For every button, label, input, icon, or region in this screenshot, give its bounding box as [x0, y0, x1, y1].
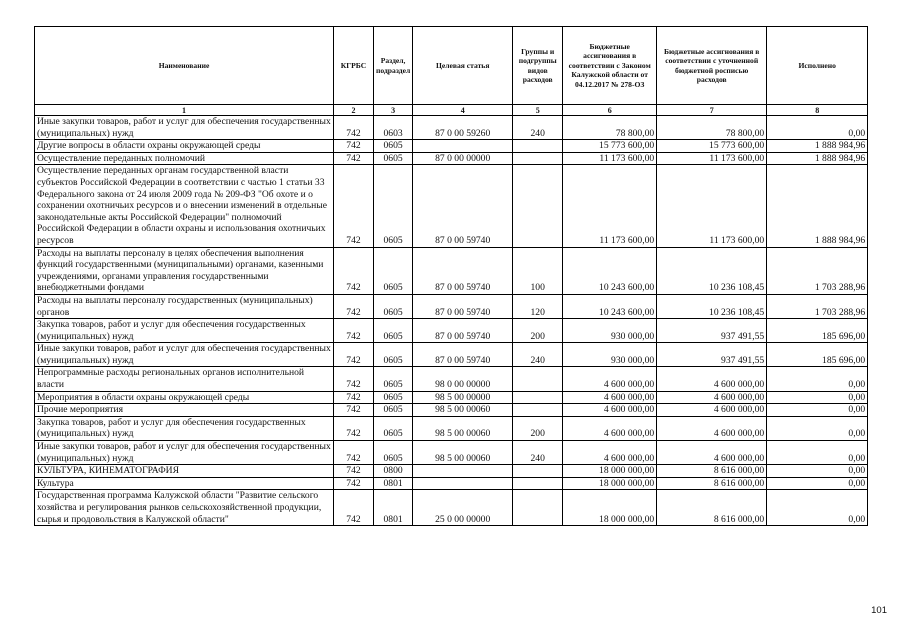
- row-section-cell: 0605: [374, 416, 413, 440]
- row-ktrbs-cell: 742: [334, 140, 374, 153]
- row-assign-cell: 930 000,00: [563, 343, 657, 367]
- row-section-cell: 0605: [374, 152, 413, 165]
- header-done: Исполнено: [767, 27, 868, 105]
- row-assign-upd-cell: 8 616 000,00: [657, 490, 767, 526]
- row-name-cell: Иные закупки товаров, работ и услуг для обеспечения государственных (муниципальных) нужд: [35, 441, 334, 465]
- row-target-cell: 87 0 00 59740: [413, 319, 513, 343]
- row-name-cell: Непрограммные расходы региональных органов исполнительной власти: [35, 367, 334, 391]
- row-target-cell: 87 0 00 59740: [413, 294, 513, 318]
- row-assign-upd-cell: 4 600 000,00: [657, 391, 767, 404]
- column-number: 3: [374, 105, 413, 116]
- row-name-cell: Расходы на выплаты персоналу государственных (муниципальных) органов: [35, 294, 334, 318]
- row-group-cell: [513, 367, 563, 391]
- row-group-cell: 240: [513, 116, 563, 140]
- row-assign-cell: 11 173 600,00: [563, 152, 657, 165]
- header-group: Группы и подгруппы видов расходов: [513, 27, 563, 105]
- row-ktrbs-cell: 742: [334, 391, 374, 404]
- row-name-cell: Мероприятия в области охраны окружающей среды: [35, 391, 334, 404]
- row-section-cell: 0605: [374, 343, 413, 367]
- budget-table: [34, 26, 868, 526]
- row-section-cell: 0605: [374, 367, 413, 391]
- table-row: [35, 391, 868, 404]
- row-group-cell: [513, 165, 563, 247]
- column-number: 8: [767, 105, 868, 116]
- row-section-cell: 0801: [374, 490, 413, 526]
- header-name: Наименование: [35, 27, 334, 105]
- row-assign-upd-cell: 11 173 600,00: [657, 152, 767, 165]
- column-number: 2: [334, 105, 374, 116]
- row-assign-upd-cell: 78 800,00: [657, 116, 767, 140]
- row-assign-cell: 4 600 000,00: [563, 404, 657, 417]
- row-section-cell: 0605: [374, 140, 413, 153]
- row-assign-upd-cell: 10 236 108,45: [657, 247, 767, 294]
- row-assign-cell: 11 173 600,00: [563, 165, 657, 247]
- header-target: Целевая статья: [413, 27, 513, 105]
- header-assign-upd: Бюджетные ассигнования в соответствии с уточненной бюджетной росписью расходов: [657, 27, 767, 105]
- table-row: [35, 404, 868, 417]
- row-ktrbs-cell: 742: [334, 247, 374, 294]
- row-name-cell: Государственная программа Калужской области "Развитие сельского хозяйства и регулирования рынков сельскохозяйственной продукции, сырья и продовольствия в Калужской области": [35, 490, 334, 526]
- row-ktrbs-cell: 742: [334, 404, 374, 417]
- row-assign-upd-cell: 4 600 000,00: [657, 416, 767, 440]
- row-done-cell: 0,00: [767, 441, 868, 465]
- table-row: [35, 490, 868, 526]
- row-done-cell: 0,00: [767, 490, 868, 526]
- row-target-cell: 98 5 00 00000: [413, 391, 513, 404]
- table-row: [35, 319, 868, 343]
- table-row: [35, 140, 868, 153]
- row-target-cell: [413, 465, 513, 478]
- row-section-cell: 0603: [374, 116, 413, 140]
- row-assign-cell: 18 000 000,00: [563, 490, 657, 526]
- column-number: 1: [35, 105, 334, 116]
- row-assign-upd-cell: 4 600 000,00: [657, 404, 767, 417]
- row-group-cell: 200: [513, 416, 563, 440]
- column-number: 6: [563, 105, 657, 116]
- row-group-cell: [513, 477, 563, 490]
- row-assign-cell: 930 000,00: [563, 319, 657, 343]
- row-group-cell: 200: [513, 319, 563, 343]
- row-name-cell: Другие вопросы в области охраны окружающей среды: [35, 140, 334, 153]
- row-section-cell: 0800: [374, 465, 413, 478]
- row-name-cell: Культура: [35, 477, 334, 490]
- row-done-cell: 1 888 984,96: [767, 140, 868, 153]
- row-done-cell: 0,00: [767, 116, 868, 140]
- row-section-cell: 0605: [374, 319, 413, 343]
- row-group-cell: [513, 465, 563, 478]
- row-ktrbs-cell: 742: [334, 367, 374, 391]
- row-assign-cell: 10 243 600,00: [563, 294, 657, 318]
- row-target-cell: [413, 477, 513, 490]
- row-assign-cell: 78 800,00: [563, 116, 657, 140]
- table-row: [35, 247, 868, 294]
- row-group-cell: [513, 140, 563, 153]
- row-assign-upd-cell: 11 173 600,00: [657, 165, 767, 247]
- row-group-cell: 240: [513, 343, 563, 367]
- table-row: [35, 465, 868, 478]
- row-assign-cell: 10 243 600,00: [563, 247, 657, 294]
- row-group-cell: [513, 152, 563, 165]
- row-name-cell: Иные закупки товаров, работ и услуг для обеспечения государственных (муниципальных) нужд: [35, 343, 334, 367]
- row-ktrbs-cell: 742: [334, 319, 374, 343]
- row-assign-upd-cell: 8 616 000,00: [657, 465, 767, 478]
- row-section-cell: 0605: [374, 247, 413, 294]
- row-name-cell: Иные закупки товаров, работ и услуг для обеспечения государственных (муниципальных) нужд: [35, 116, 334, 140]
- row-section-cell: 0605: [374, 165, 413, 247]
- column-number: 4: [413, 105, 513, 116]
- row-done-cell: 0,00: [767, 367, 868, 391]
- row-assign-cell: 4 600 000,00: [563, 391, 657, 404]
- table-row: [35, 343, 868, 367]
- column-number: 5: [513, 105, 563, 116]
- row-ktrbs-cell: 742: [334, 477, 374, 490]
- row-done-cell: 185 696,00: [767, 343, 868, 367]
- row-group-cell: 100: [513, 247, 563, 294]
- row-assign-cell: 4 600 000,00: [563, 367, 657, 391]
- row-target-cell: [413, 140, 513, 153]
- header-assign: Бюджетные ассигнования в соответствии с Законом Калужской области от 04.12.2017 № 278-ОЗ: [563, 27, 657, 105]
- table-row: [35, 367, 868, 391]
- table-row: [35, 416, 868, 440]
- row-group-cell: [513, 391, 563, 404]
- row-ktrbs-cell: 742: [334, 152, 374, 165]
- row-assign-upd-cell: 4 600 000,00: [657, 441, 767, 465]
- row-name-cell: Закупка товаров, работ и услуг для обеспечения государственных (муниципальных) нужд: [35, 416, 334, 440]
- row-group-cell: [513, 490, 563, 526]
- row-ktrbs-cell: 742: [334, 294, 374, 318]
- row-target-cell: 87 0 00 59740: [413, 165, 513, 247]
- row-name-cell: Расходы на выплаты персоналу в целях обеспечения выполнения функций государственными (муниципальными) органами, казенными учреждениями, органами управления государственными внебюджетными фондами: [35, 247, 334, 294]
- header-row: [35, 27, 868, 105]
- table-row: [35, 116, 868, 140]
- row-section-cell: 0605: [374, 404, 413, 417]
- row-assign-upd-cell: 937 491,55: [657, 319, 767, 343]
- row-assign-cell: 15 773 600,00: [563, 140, 657, 153]
- table-row: [35, 477, 868, 490]
- table-row: [35, 294, 868, 318]
- row-done-cell: 0,00: [767, 404, 868, 417]
- row-group-cell: 240: [513, 441, 563, 465]
- row-ktrbs-cell: 742: [334, 465, 374, 478]
- row-target-cell: 98 5 00 00060: [413, 441, 513, 465]
- row-assign-upd-cell: 4 600 000,00: [657, 367, 767, 391]
- row-done-cell: 185 696,00: [767, 319, 868, 343]
- table-row: [35, 165, 868, 247]
- row-name-cell: КУЛЬТУРА, КИНЕМАТОГРАФИЯ: [35, 465, 334, 478]
- row-ktrbs-cell: 742: [334, 343, 374, 367]
- row-assign-upd-cell: 937 491,55: [657, 343, 767, 367]
- row-ktrbs-cell: 742: [334, 490, 374, 526]
- row-section-cell: 0801: [374, 477, 413, 490]
- row-target-cell: 87 0 00 00000: [413, 152, 513, 165]
- row-name-cell: Осуществление переданных полномочий: [35, 152, 334, 165]
- row-ktrbs-cell: 742: [334, 416, 374, 440]
- page-number: 101: [871, 605, 887, 616]
- row-assign-upd-cell: 8 616 000,00: [657, 477, 767, 490]
- table-row: [35, 152, 868, 165]
- row-assign-cell: 18 000 000,00: [563, 465, 657, 478]
- row-assign-upd-cell: 10 236 108,45: [657, 294, 767, 318]
- row-name-cell: Прочие мероприятия: [35, 404, 334, 417]
- row-ktrbs-cell: 742: [334, 165, 374, 247]
- table-row: [35, 441, 868, 465]
- row-target-cell: 87 0 00 59260: [413, 116, 513, 140]
- row-target-cell: 25 0 00 00000: [413, 490, 513, 526]
- row-target-cell: 87 0 00 59740: [413, 343, 513, 367]
- column-number-row: [35, 105, 868, 116]
- row-done-cell: 0,00: [767, 416, 868, 440]
- row-done-cell: 1 888 984,96: [767, 152, 868, 165]
- row-assign-cell: 4 600 000,00: [563, 416, 657, 440]
- row-section-cell: 0605: [374, 294, 413, 318]
- row-done-cell: 0,00: [767, 477, 868, 490]
- row-target-cell: 98 5 00 00060: [413, 404, 513, 417]
- row-assign-cell: 4 600 000,00: [563, 441, 657, 465]
- row-done-cell: 0,00: [767, 391, 868, 404]
- row-name-cell: Закупка товаров, работ и услуг для обеспечения государственных (муниципальных) нужд: [35, 319, 334, 343]
- row-target-cell: 98 0 00 00000: [413, 367, 513, 391]
- header-section: Раздел, подраздел: [374, 27, 413, 105]
- row-ktrbs-cell: 742: [334, 116, 374, 140]
- row-assign-upd-cell: 15 773 600,00: [657, 140, 767, 153]
- row-name-cell: Осуществление переданных органам государственной власти субъектов Российской Федерации в соответствии с частью 1 статьи 33 Федерального закона от 24 июля 2009 года № 209-ФЗ "Об охоте и о сохранении охотничьих ресурсов и о внесении изменений в отдельные законодательные акты Российской Федерации" полномочий Российской Федерации в области охраны и использования охотничьих ресурсов: [35, 165, 334, 247]
- row-assign-cell: 18 000 000,00: [563, 477, 657, 490]
- row-ktrbs-cell: 742: [334, 441, 374, 465]
- row-done-cell: 0,00: [767, 465, 868, 478]
- row-done-cell: 1 703 288,96: [767, 294, 868, 318]
- row-group-cell: [513, 404, 563, 417]
- row-section-cell: 0605: [374, 441, 413, 465]
- row-done-cell: 1 703 288,96: [767, 247, 868, 294]
- row-target-cell: 98 5 00 00060: [413, 416, 513, 440]
- row-target-cell: 87 0 00 59740: [413, 247, 513, 294]
- row-section-cell: 0605: [374, 391, 413, 404]
- column-number: 7: [657, 105, 767, 116]
- header-ktrbs: КГРБС: [334, 27, 374, 105]
- row-group-cell: 120: [513, 294, 563, 318]
- row-done-cell: 1 888 984,96: [767, 165, 868, 247]
